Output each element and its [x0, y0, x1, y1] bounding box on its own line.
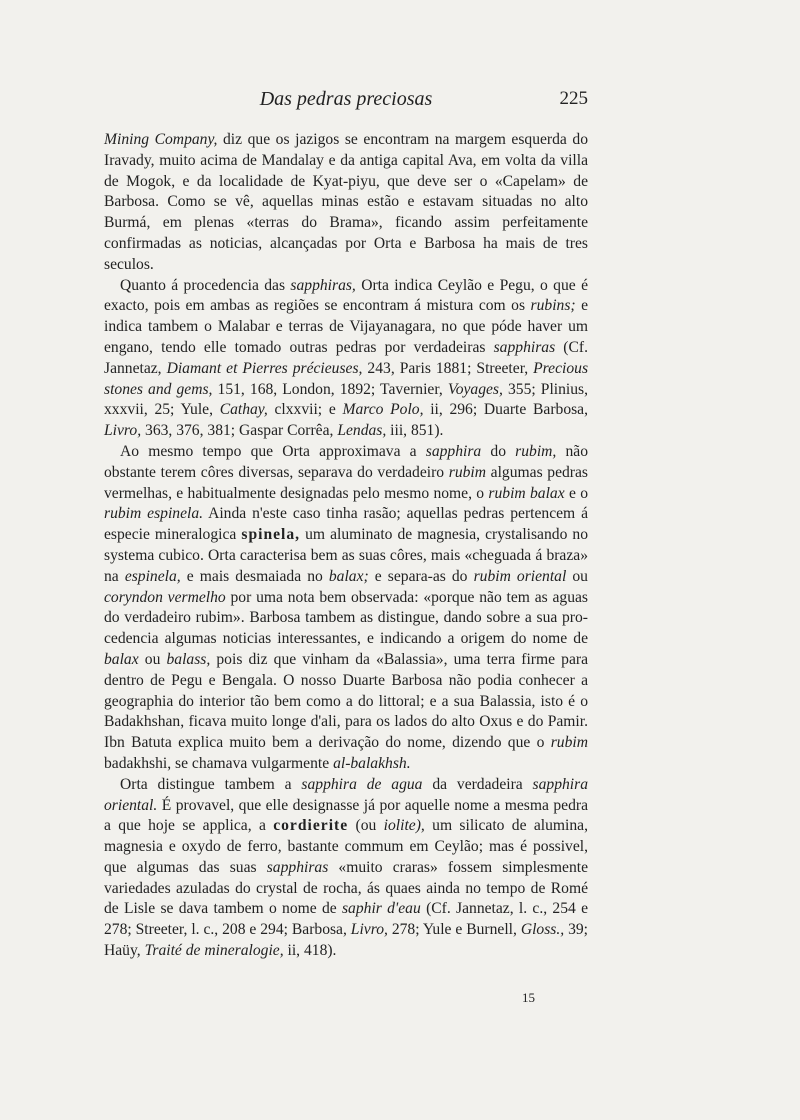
text-run: por uma nota bem observada: «porque não tem as aguas do verdadeiro rubim». Barbosa tambem as distingue, dando sobre a sua procedencia algumas noticias interessantes, e indicando a origem do nome de	[104, 588, 588, 648]
text-run: ii, 418).	[283, 942, 337, 960]
paragraph	[104, 276, 588, 442]
italic-term: rubim,	[515, 442, 557, 460]
text-run: do	[481, 442, 516, 460]
italic-term: rubins;	[530, 297, 576, 315]
text-run: Quanto á procedencia das	[120, 276, 291, 294]
text-run: e separa-as do	[368, 567, 474, 585]
text-run: Ainda n'este caso tinha rasão; aquellas pedras pertencem á especie mineralogica	[104, 505, 588, 544]
text-run: um aluminato de magnesia, crystalisando no systema cubico. Orta caracterisa bem as suas côres, mais «cheguada á braza» na	[104, 526, 588, 585]
italic-term: al-balakhsh.	[333, 754, 411, 772]
text-run: ii, 296; Duarte Barbosa,	[423, 401, 589, 419]
italic-term: sapphira	[425, 442, 482, 460]
text-run: 363, 376, 381; Gaspar Corrêa,	[141, 422, 338, 440]
text-run: 355; Plinius, xxxvii, 25; Yule,	[104, 380, 588, 419]
italic-term: balax	[104, 650, 139, 668]
text-run: Ao mesmo tempo que Orta approximava a	[120, 442, 426, 460]
text-run: e mais desmaiada no	[180, 567, 329, 585]
text-run: (ou	[348, 817, 384, 835]
text-run: 151, 168, London, 1892; Tavernier,	[212, 380, 448, 398]
paragraph	[104, 775, 588, 962]
text-run: um silicato de alumina, magnesia e oxydo de ferro, bastante commum em Ceylão; mas é possivel, que algumas das suas	[104, 817, 589, 876]
italic-term: rubim espinela.	[104, 505, 204, 523]
italic-term: rubim balax	[488, 484, 565, 502]
italic-term: balass,	[166, 650, 211, 668]
text-run: e indica tambem o Malabar e terras de Vijayanagara, no que póde haver um engano, tendo elle tomado outras pedras por verdadeiras	[104, 297, 589, 356]
text-run: «muito craras» fossem simplesmente variedades azuladas do crystal de rocha, ás quaes ainda no tempo de Romé de Lisle se dava tambem o nome de	[104, 858, 588, 918]
italic-term: iolite),	[383, 817, 425, 835]
text-run: clxxvii; e	[267, 401, 343, 419]
italic-term: espinela,	[124, 567, 181, 585]
text-run: iii, 851).	[386, 422, 444, 440]
text-run: 278; Yule e Burnell,	[387, 921, 521, 939]
italic-term: Livro,	[350, 921, 388, 939]
text-run: da verdadeira	[422, 775, 533, 793]
italic-term: sapphira de agua	[301, 775, 423, 793]
italic-term: Gloss.,	[520, 921, 565, 939]
italic-term: Traité de mineralogie,	[144, 942, 284, 960]
text-run: não obstante terem côres diversas, separava do verdadeiro	[104, 442, 588, 481]
printer-signature-mark: 15	[522, 990, 535, 1005]
text-run: Orta distingue tambem a	[120, 775, 302, 793]
text-run: badakhshi, se chamava vulgarmente	[104, 754, 334, 772]
italic-term: rubim	[448, 463, 487, 481]
italic-term: balax;	[328, 567, 369, 585]
running-title: Das pedras preciosas	[259, 88, 433, 110]
italic-term: Mining Company,	[104, 131, 218, 148]
paragraph	[104, 130, 588, 276]
italic-term: sapphiras,	[290, 276, 356, 294]
italic-term: Cathay,	[219, 401, 268, 419]
text-run: 39; Haüy,	[104, 921, 588, 960]
text-run: e o	[564, 484, 588, 502]
mineral-term: spinela,	[241, 526, 301, 544]
italic-term: Diamant et Pierres précieuses,	[166, 359, 363, 377]
page-number: 225	[559, 88, 588, 109]
paragraph	[104, 442, 588, 775]
body-text	[104, 130, 588, 962]
italic-term: sapphiras	[266, 858, 329, 876]
text-run: diz que os jazigos se encontram na margem esquerda do Iravady, muito acima de Mandalay e da antiga capital Ava, em volta da villa de Mogok, e da localidade de Kyat-piyu, que deve ser o «Capelam» de Barbosa. Como se vê, aquellas minas estão e estavam situadas no alto Burmá, em plenas «terras do Brama», ficando assim perfeitamente confirmadas as noticias, alcançadas por Orta e Barbosa ha mais de tres seculos.	[104, 131, 588, 273]
text-run: (Cf. Jannetaz, l. c., 254 e 278; Streeter, l. c., 208 e 294; Barbosa,	[104, 900, 589, 939]
text-run: Orta indica Ceylão e Pegu, o que é exacto, pois em ambas as regiões se encontram á mistura com os	[104, 276, 588, 315]
italic-term: sapphiras	[493, 338, 556, 356]
text-run: ou	[138, 650, 167, 668]
italic-term: Lendas,	[337, 422, 387, 440]
text-run: 243, Paris 1881; Streeter,	[362, 359, 534, 377]
mineral-term: cordierite	[273, 817, 349, 835]
italic-term: coryndon vermelho	[104, 588, 226, 606]
italic-term: Livro,	[104, 422, 142, 440]
italic-term: rubim	[550, 734, 588, 752]
italic-term: Precious stones and gems,	[104, 359, 589, 398]
text-run: pois diz que vinham da «Balassia», uma terra firme para dentro de Pegu e Bengala. O nosso Duarte Barbosa não podia conhecer a geographia do interior tão bem como a do littoral; e a sua Balassia, isto é o Badakhshan, ficava muito longe d'ali, para os lados do alto Oxus e do Pamir. Ibn Batuta explica muito bem a derivação do nome, dizendo que o	[104, 650, 588, 752]
italic-term: Marco Polo,	[342, 401, 424, 419]
text-run: É provavel, que elle designasse já por aquelle nome a mesma pedra a que hoje se applica, a	[104, 796, 588, 835]
page-header	[104, 88, 588, 118]
text-run: (Cf. Jannetaz,	[104, 338, 588, 377]
text-run: ou	[566, 567, 588, 585]
italic-term: saphir d'eau	[341, 900, 421, 918]
text-run: algumas pedras vermelhas, e habitualmente designadas pelo mesmo nome, o	[104, 463, 588, 502]
italic-term: rubim oriental	[473, 567, 567, 585]
italic-term: sapphira oriental.	[104, 775, 588, 814]
italic-term: Voyages,	[447, 380, 503, 398]
